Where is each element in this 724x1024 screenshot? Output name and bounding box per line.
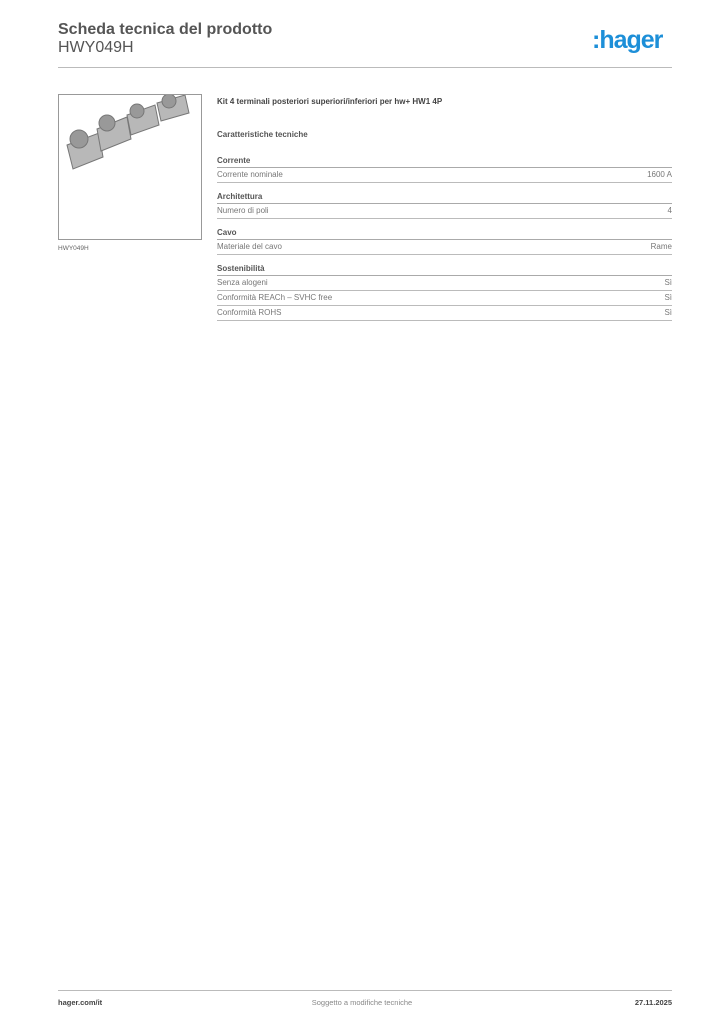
spec-value: Sì — [664, 293, 672, 302]
spec-value: Rame — [650, 242, 672, 251]
footer-link[interactable]: hager.com/it — [58, 998, 103, 1007]
specs-panel — [217, 97, 672, 330]
spec-label: Conformità ROHS — [217, 308, 282, 317]
spec-row — [217, 204, 672, 219]
image-caption: HWY049H — [58, 245, 89, 252]
spec-group — [217, 192, 672, 219]
footer-divider — [58, 990, 672, 991]
header-divider — [58, 67, 672, 68]
spec-value: Sì — [664, 308, 672, 317]
group-heading: Cavo — [217, 228, 672, 240]
spec-group — [217, 156, 672, 183]
group-heading: Corrente — [217, 156, 672, 168]
spec-row — [217, 168, 672, 183]
group-heading: Sostenibilità — [217, 264, 672, 276]
spec-value: Sì — [664, 278, 672, 287]
spec-row — [217, 240, 672, 255]
spec-label: Materiale del cavo — [217, 242, 282, 251]
spec-label: Conformità REACh – SVHC free — [217, 293, 333, 302]
spec-label: Corrente nominale — [217, 170, 283, 179]
footer-note: Soggetto a modifiche tecniche — [311, 998, 413, 1007]
terminals-illustration — [59, 95, 201, 239]
spec-value: 1600 A — [647, 170, 672, 179]
page-title: Scheda tecnica del prodotto — [58, 21, 273, 38]
product-image — [58, 94, 202, 240]
product-code: HWY049H — [58, 39, 134, 56]
spec-row — [217, 306, 672, 321]
spec-row — [217, 291, 672, 306]
spec-label: Numero di poli — [217, 206, 269, 215]
spec-row — [217, 276, 672, 291]
section-title: Caratteristiche tecniche — [217, 130, 308, 139]
spec-label: Senza alogeni — [217, 278, 268, 287]
footer-date: 27.11.2025 — [634, 998, 672, 1007]
spec-group — [217, 228, 672, 255]
spec-group — [217, 264, 672, 321]
spec-value: 4 — [667, 206, 672, 215]
product-title: Kit 4 terminali posteriori superiori/inferiori per hw+ HW1 4P — [217, 97, 443, 106]
hager-logo: :hager — [592, 26, 663, 54]
group-heading: Architettura — [217, 192, 672, 204]
